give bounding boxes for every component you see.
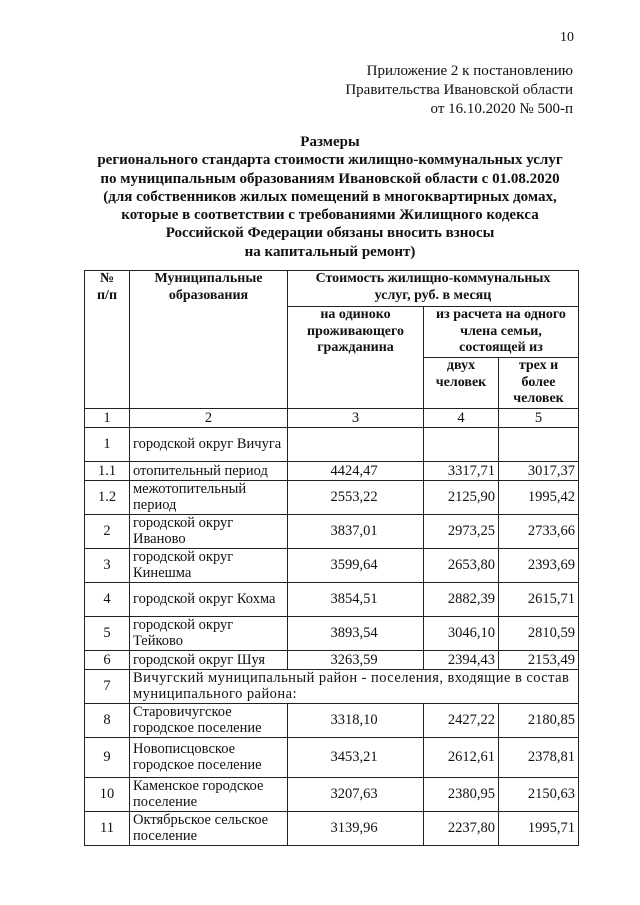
section-row (85, 669, 579, 703)
cost-three-plus: 1995,42 (499, 480, 579, 514)
row-number: 4 (85, 582, 130, 616)
cost-two: 2380,95 (424, 777, 499, 811)
column-number: 4 (424, 408, 499, 427)
cost-three-plus (499, 427, 579, 461)
cost-single: 3263,59 (288, 650, 424, 669)
cost-single: 3453,21 (288, 737, 424, 777)
cost-single: 2553,22 (288, 480, 424, 514)
table-row (85, 514, 579, 548)
row-number: 6 (85, 650, 130, 669)
title-line-5: которые в соответствии с требованиями Жилищного кодекса (121, 207, 539, 224)
table-row (85, 616, 579, 650)
header-two-persons: двух человек (424, 358, 499, 409)
title-line-3: по муниципальным образованиям Ивановской области с 01.08.2020 (100, 170, 560, 187)
appendix-line-3: от 16.10.2020 № 500-п (430, 101, 573, 117)
cost-single: 4424,47 (288, 461, 424, 480)
header-municipality: Муниципальные образования (130, 271, 288, 409)
column-number: 3 (288, 408, 424, 427)
column-number: 5 (499, 408, 579, 427)
cost-single: 3139,96 (288, 811, 424, 845)
table-row (85, 427, 579, 461)
cost-two: 3046,10 (424, 616, 499, 650)
cost-two: 2237,80 (424, 811, 499, 845)
cost-three-plus: 2733,66 (499, 514, 579, 548)
table-row (85, 811, 579, 845)
header-num: № п/п (85, 271, 130, 409)
cost-single: 3318,10 (288, 703, 424, 737)
cost-three-plus: 2615,71 (499, 582, 579, 616)
cost-three-plus: 1995,71 (499, 811, 579, 845)
title-line-7: на капитальный ремонт) (244, 243, 416, 260)
table-row (85, 582, 579, 616)
cost-three-plus: 2393,69 (499, 548, 579, 582)
title-line-4: (для собственников жилых помещений в многоквартирных домах, (103, 188, 557, 205)
cost-three-plus: 2810,59 (499, 616, 579, 650)
header-cost-group: Стоимость жилищно-коммунальных услуг, руб. в месяц (288, 271, 579, 307)
municipality-name: городской округ Кинешма (130, 548, 288, 582)
municipality-name: городской округ Тейково (130, 616, 288, 650)
title-line-2: регионального стандарта стоимости жилищно-коммунальных услуг (97, 152, 563, 169)
municipality-name: городской округ Иваново (130, 514, 288, 548)
municipality-name: Старовичугское городское поселение (130, 703, 288, 737)
appendix-line-2: Правительства Ивановской области (345, 82, 573, 98)
cost-single: 3837,01 (288, 514, 424, 548)
municipality-name: Новописцовское городское поселение (130, 737, 288, 777)
column-number: 2 (130, 408, 288, 427)
table-row (85, 548, 579, 582)
row-number: 7 (85, 669, 130, 703)
table-row (85, 777, 579, 811)
municipality-name: отопительный период (130, 461, 288, 480)
header-per-member: из расчета на одного члена семьи, состоящей из (424, 307, 579, 358)
row-number: 3 (85, 548, 130, 582)
cost-three-plus: 2378,81 (499, 737, 579, 777)
cost-two: 3317,71 (424, 461, 499, 480)
cost-three-plus: 3017,37 (499, 461, 579, 480)
municipality-name: Каменское городское поселение (130, 777, 288, 811)
cost-single (288, 427, 424, 461)
title-line-1: Размеры (300, 134, 360, 150)
cost-two: 2125,90 (424, 480, 499, 514)
header-three-plus-persons: трех и более человек (499, 358, 579, 409)
cost-two: 2653,80 (424, 548, 499, 582)
municipality-name: Октябрьское сельское поселение (130, 811, 288, 845)
cost-two: 2973,25 (424, 514, 499, 548)
municipality-name: городской округ Вичуга (130, 427, 288, 461)
municipality-name: межотопительный период (130, 480, 288, 514)
table-row (85, 461, 579, 480)
row-number: 10 (85, 777, 130, 811)
section-title: Вичугский муниципальный район - поселения, входящие в состав муниципального района: (130, 669, 579, 703)
row-number: 8 (85, 703, 130, 737)
municipality-name: городской округ Кохма (130, 582, 288, 616)
appendix-line-1: Приложение 2 к постановлению (366, 63, 573, 79)
column-number: 1 (85, 408, 130, 427)
cost-three-plus: 2153,49 (499, 650, 579, 669)
cost-single: 3599,64 (288, 548, 424, 582)
cost-three-plus: 2150,63 (499, 777, 579, 811)
row-number: 1.2 (85, 480, 130, 514)
cost-single: 3854,51 (288, 582, 424, 616)
table-row (85, 480, 579, 514)
row-number: 1.1 (85, 461, 130, 480)
title-line-6: Российской Федерации обязаны вносить взносы (165, 225, 495, 242)
table-row (85, 703, 579, 737)
row-number: 5 (85, 616, 130, 650)
row-number: 9 (85, 737, 130, 777)
document-title (60, 133, 600, 261)
row-number: 1 (85, 427, 130, 461)
page-number: 10 (560, 30, 574, 45)
row-number: 2 (85, 514, 130, 548)
cost-three-plus: 2180,85 (499, 703, 579, 737)
table-row (85, 737, 579, 777)
cost-standard-table (84, 270, 579, 846)
row-number: 11 (85, 811, 130, 845)
municipality-name: городской округ Шуя (130, 650, 288, 669)
cost-two: 2612,61 (424, 737, 499, 777)
header-single: на одиноко проживающего гражданина (288, 307, 424, 409)
cost-two: 2882,39 (424, 582, 499, 616)
cost-single: 3893,54 (288, 616, 424, 650)
appendix-reference (345, 62, 573, 119)
cost-single: 3207,63 (288, 777, 424, 811)
column-numbers-row (85, 408, 579, 427)
cost-two: 2427,22 (424, 703, 499, 737)
table-row (85, 650, 579, 669)
cost-two (424, 427, 499, 461)
cost-two: 2394,43 (424, 650, 499, 669)
